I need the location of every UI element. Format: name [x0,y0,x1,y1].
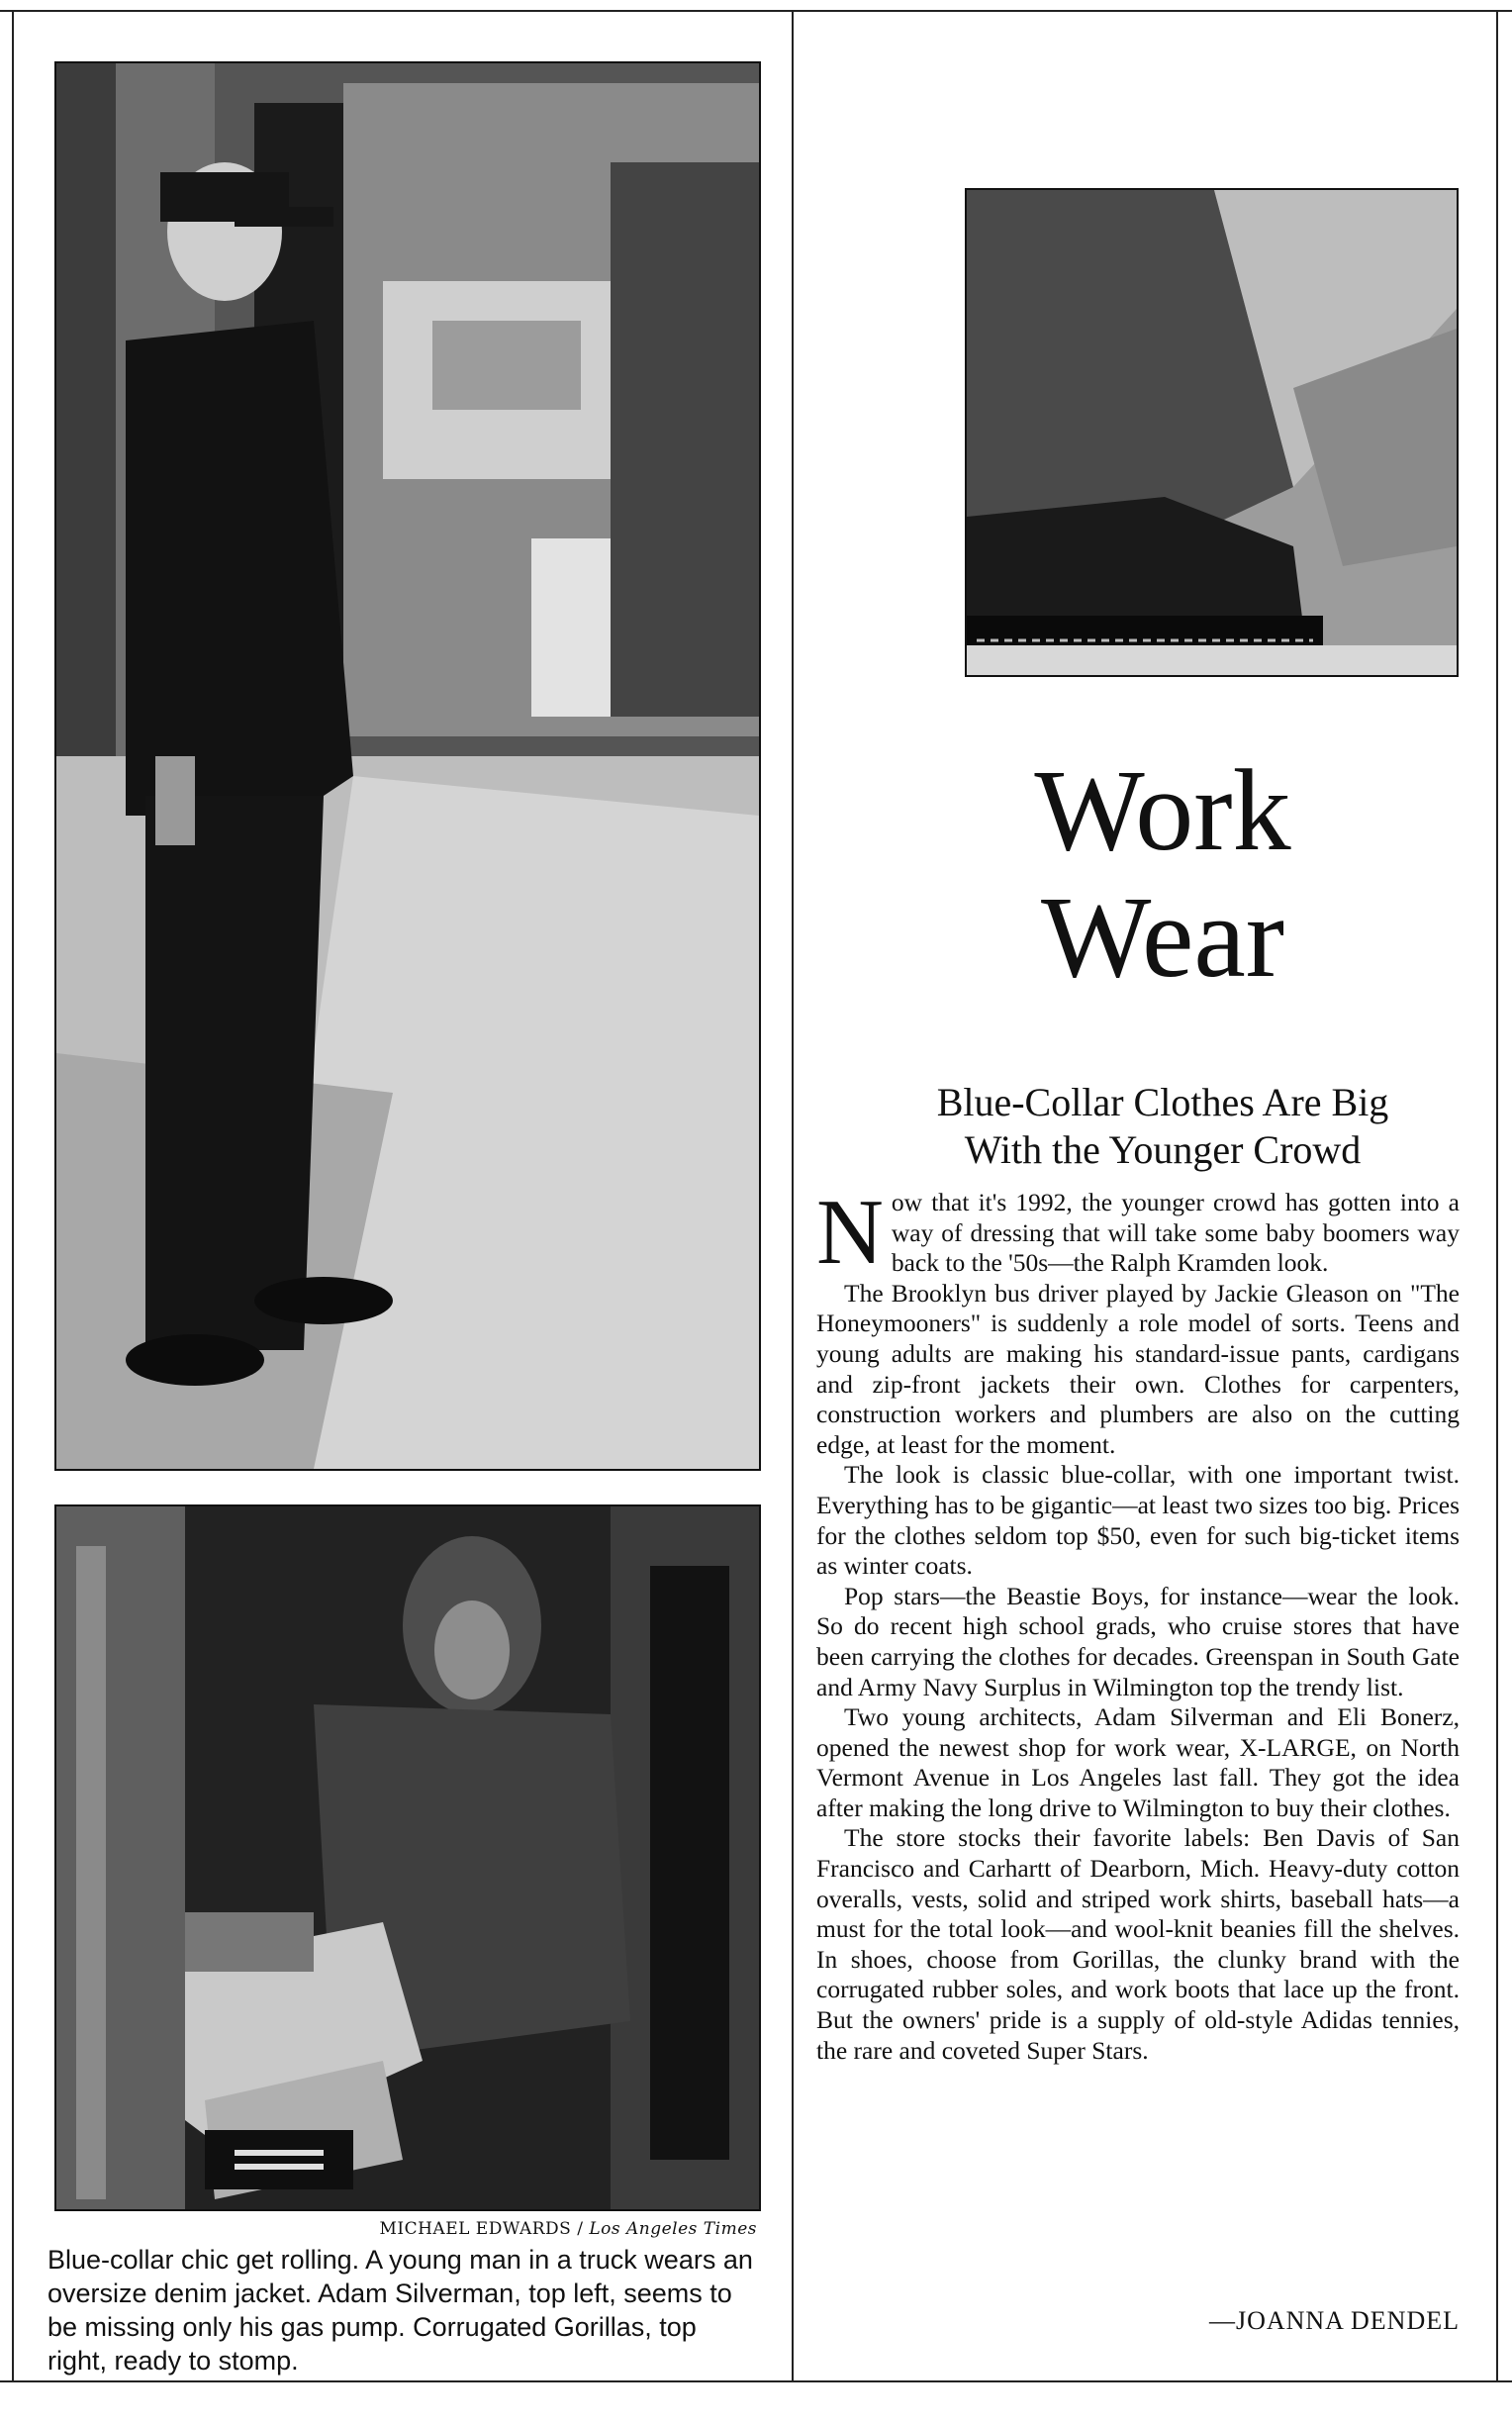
drop-cap: N [816,1181,884,1284]
column-divider [792,10,794,2380]
left-rule [12,10,14,2380]
bottom-rule [0,2380,1512,2382]
headline-line-1: Work [1034,745,1291,875]
headline-line-2: Wear [1041,872,1284,1002]
photo-credit [54,2219,757,2239]
article-paragraph: The look is classic blue-collar, with one important twist. Everything has to be gigantic—at least two sizes too big. Prices for the clothes seldom top $50, even for such big-ticket items as winter coats. [816,1460,1460,1581]
credit-paper-name: Los Angeles Times [589,2219,757,2239]
subhead-line-1: Blue-Collar Clothes Are Big [936,1080,1389,1124]
paragraph-text: ow that it's 1992, the younger crowd has gotten into a way of dressing that will take some baby boomers way back to the '50s—the Ralph Kramden look. [891,1188,1460,1278]
article-paragraph [816,1181,1460,1284]
photo-man-in-truck [54,1504,761,2211]
photo-caption: Blue-collar chic get rolling. A young man in a truck wears an oversize denim jacket. Adam Silverman, top left, seems to be missing only his gas pump. Corrugated Gorillas, top right, ready to stomp. [47,2245,753,2376]
photographer-name: MICHAEL EDWARDS / [379,2219,584,2239]
article-paragraph: The store stocks their favorite labels: Ben Davis of San Francisco and Carhartt of Dearborn, Mich. Heavy-duty cotton overalls, vests, solid and striped work shirts, baseball hats—a must for the total look—and wool-knit beanies fill the shelves. In shoes, choose from Gorillas, the clunky brand with the corrugated rubber soles, and work boots that lace up the front. But the owners' pride is a supply of old-style Adidas tennies, the rare and coveted Super Stars. [816,1823,1460,2065]
subhead-line-2: With the Younger Crowd [964,1127,1362,1172]
right-rule [1496,10,1498,2380]
byline: —JOANNA DENDEL [1208,2306,1460,2335]
top-rule [0,10,1512,12]
article-paragraph: Pop stars—the Beastie Boys, for instance—wear the look. So do recent high school grads, who cruise stores that have been carrying the clothes for decades. Greenspan in South Gate and Army Navy Surplus in Wilmington top the trendy list. [816,1581,1460,1701]
photo-man-storefront [54,61,761,1471]
headline [871,747,1455,1001]
article-body [816,1181,1460,2066]
subheadline [851,1079,1474,1174]
photo-gorilla-boot [965,188,1459,677]
article-paragraph: Two young architects, Adam Silverman and Eli Bonerz, opened the newest shop for work wear, X-LARGE, on North Vermont Avenue in Los Angeles last fall. They got the idea after making the long drive to Wilmington to buy their clothes. [816,1702,1460,1822]
article-paragraph: The Brooklyn bus driver played by Jackie Gleason on "The Honeymooners" is suddenly a role model of sorts. Teens and young adults are making his standard-issue pants, cardigans and zip-front jackets their own. Clothes for carpenters, construction workers and plumbers are also on the cutting edge, at least for the moment. [816,1278,1460,1459]
